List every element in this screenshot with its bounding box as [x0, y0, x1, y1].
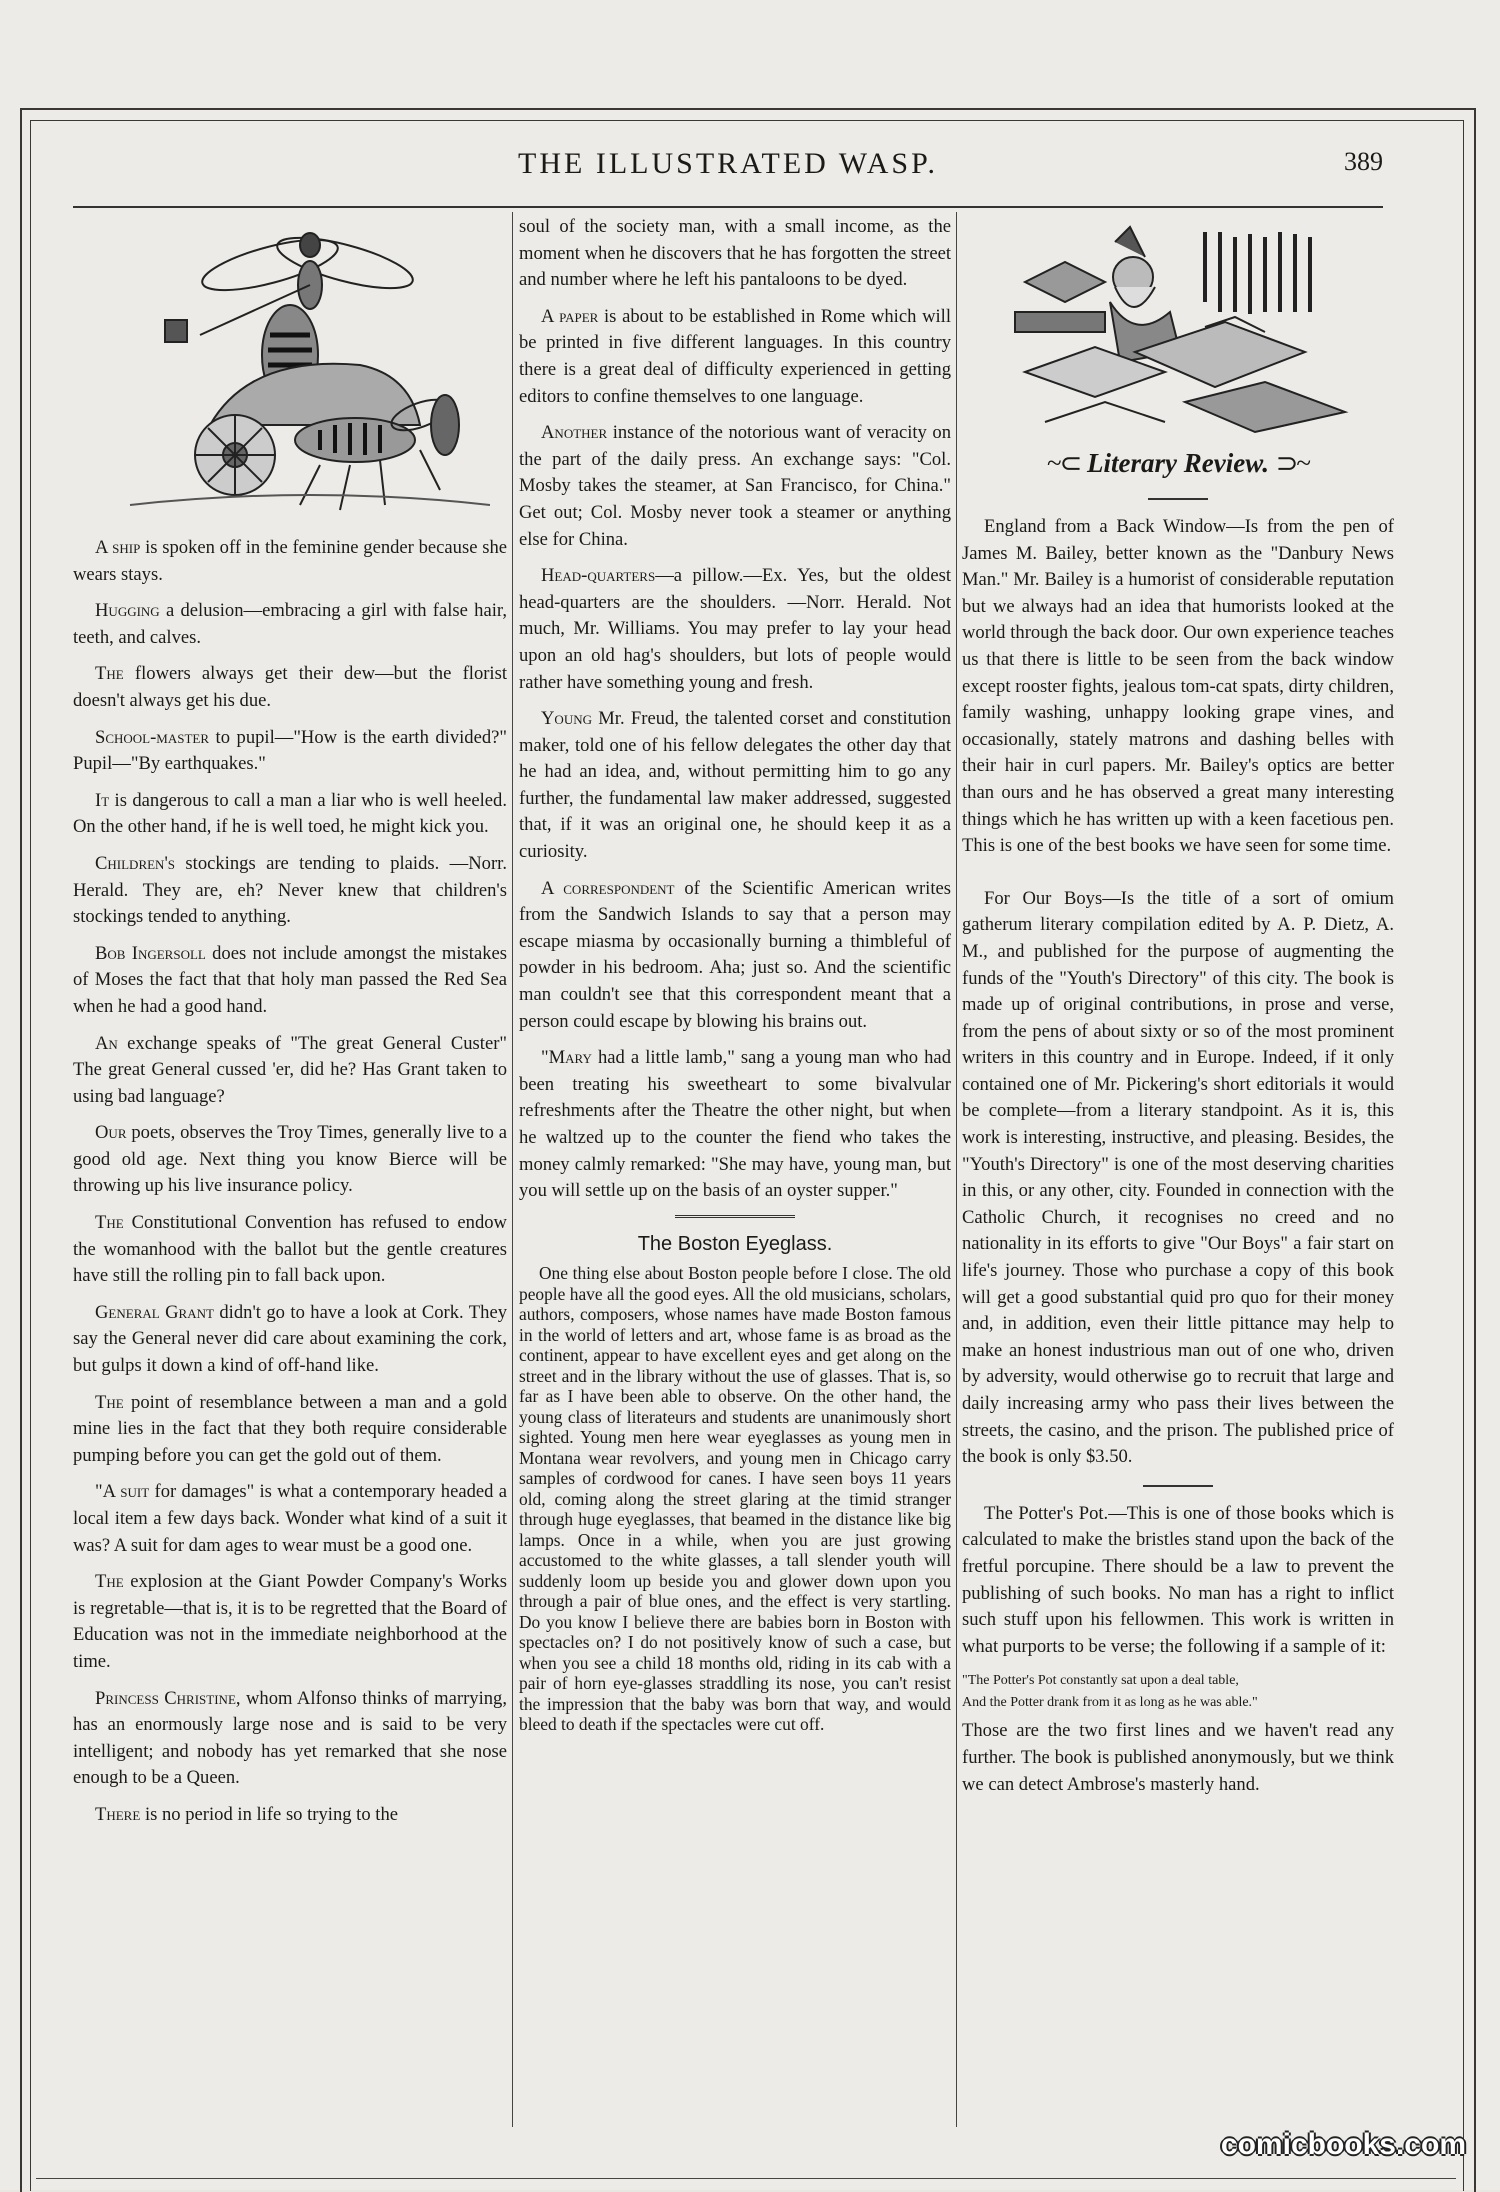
- section-divider: [675, 1215, 795, 1221]
- lead-words: Hugging: [95, 600, 160, 622]
- col2-paragraph: [519, 876, 951, 1036]
- left-flourish: ~⊂: [1047, 448, 1081, 478]
- quote-line-2: And the Potter drank from it as long as he was able.": [962, 1695, 1258, 1711]
- paragraph-text: is no period in life so trying to the: [140, 1803, 399, 1825]
- lead-words: "A suit: [95, 1481, 150, 1503]
- col2-paragraph: [519, 420, 951, 553]
- lead-words: There: [95, 1803, 141, 1825]
- col1-paragraph: [73, 851, 507, 931]
- boston-eyeglass-text: One thing else about Boston people before I close. The old people have all the good eyes. All the old musicians, scholars, authors, composers, whose names have made Boston famous in the world of letters and art, whose fame is as broad as the continent, appear to have excellent eyes and get along on the street and in the library without the use of glasses. That is, so far as I have been able to observe. On the other hand, the young class of literateurs and students are unanimously short sighted. Young men here wear eyeglasses as young men in Montana wear revolvers, and young men in Chicago carry samples of cordwood for canes. I have seen boys 11 years old, coming along the street glaring at the timid stranger through huge eyeglasses, that beamed in the distance like big lamps. Once in a while, when you are just growing accustomed to the white glasses, a tall slender youth will suddenly loom up beside you and glower down upon you through a pair of blue ones, and the effect is very startling. Do you know I believe there are babies born in Boston with spectacles on? I do not positively know of such a case, but when you see a child 18 months old, riding in its cab with a pair of horn eye-glasses straddling its nose, you can't resist the impression that the baby was born that way, and would bleed to death if the spectacles were cut off.: [519, 1263, 951, 1735]
- lead-words: The: [95, 1391, 124, 1413]
- col1-paragraph: [73, 725, 507, 778]
- lead-words: School-master: [95, 726, 210, 748]
- literary-review-title: Literary Review.: [1087, 448, 1269, 478]
- lead-words: A correspondent: [541, 877, 675, 899]
- col1-paragraph: [73, 1686, 507, 1792]
- lead-words: Young: [541, 708, 592, 730]
- lead-words: Bob Ingersoll: [95, 942, 206, 964]
- paragraph-text: for damages" is what a contemporary headed a local item a few days back. Wonder what kind of a suit it was? A suit for dam ages to wear must be a good one.: [73, 1481, 508, 1556]
- quote-line-1: "The Potter's Pot constantly sat upon a deal table,: [962, 1673, 1239, 1689]
- lead-words: A paper: [541, 305, 599, 327]
- watermark: comicbooks.com: [1220, 2128, 1466, 2161]
- col2-paragraph: [519, 706, 951, 866]
- rule: [1148, 498, 1208, 500]
- paragraph-text: —a pillow.—Ex. Yes, but the oldest head-quarters are the shoulders. —Norr. Herald. Not much, Mr. Williams. You may prefer to lay your head upon an old hag's shoulders, but lots of people would rather have something young and fresh.: [519, 565, 951, 693]
- column-3: [962, 492, 1394, 1808]
- col2-paragraph: [519, 1045, 951, 1205]
- paragraph-text: didn't go to have a look at Cork. They say the General never did care about examining the cork, but gulps it down a kind of off-hand like.: [73, 1301, 507, 1377]
- paragraph-text: is dangerous to call a man a liar who is well heeled. On the other hand, if he is well toed, he might kick you.: [73, 789, 507, 838]
- lead-words: Head-quarters: [541, 565, 656, 587]
- paragraph-text: had a little lamb," sang a young man who had been treating his sweetheart to some bivalvular refreshments after the Theatre the other night, but when he waltzed up to the counter the fiend who takes the money calmly remarked: "She may have, young man, but you will settle up on the basis of an oyster supper.": [519, 1047, 951, 1202]
- col1-paragraph: [73, 1479, 507, 1559]
- boston-eyeglass-article: [519, 1263, 951, 1735]
- paragraph-text: , whom Alfonso thinks of marrying, has an enormously large nose and is said to be very intelligent; and nobody has yet remarked that she nose enough to be a Queen.: [73, 1687, 507, 1789]
- rule: [1143, 1485, 1213, 1487]
- paragraph-text: a delusion—embracing a girl with false hair, teeth, and calves.: [73, 600, 507, 648]
- review-england-back-window: England from a Back Window—Is from the pen of James M. Bailey, better known as the "Danbury News Man." Mr. Bailey is a humorist of considerable reputation but we always had an idea that humorists looked at the world through the back door. Our own experience teaches us that there is little to be seen from the back window except rooster fights, jealous tom-cat spats, dirty children, family washing, unhappy looking grape vines, and occasionally, stately matrons and dashing belles with their hair in curl papers. Mr. Bailey's optics are better than ours and he has observed a great many interesting things which he has written up with a keen facetious pen. This is one of the best books we have seen for some time.: [962, 516, 1394, 857]
- lead-words: Our: [95, 1122, 127, 1144]
- column-1: [73, 535, 507, 1839]
- page-header: [73, 145, 1383, 195]
- lead-words: Princess Christine: [95, 1687, 236, 1709]
- col1-paragraph: [73, 788, 507, 841]
- col1-paragraph: [73, 1120, 507, 1200]
- lead-words: A ship: [95, 537, 141, 558]
- paragraph-text: of the Scientific American writes from the Sandwich Islands to say that a person may escape miasma by occasionally burning a thimbleful of powder in his bedroom. Aha; just so. And the scientific man couldn't see that this correspondent meant that a person could escape by blowing his brains out.: [519, 877, 951, 1032]
- column-divider-1: [512, 212, 513, 2127]
- column-2-paragraphs: [519, 214, 951, 1205]
- lead-words: It: [95, 789, 110, 811]
- header-rule: [73, 206, 1383, 208]
- col1-paragraph: [73, 661, 507, 714]
- col1-paragraph: [73, 1300, 507, 1380]
- literary-review-heading: [962, 448, 1394, 479]
- review-potters-pot: The Potter's Pot.—This is one of those books which is calculated to make the bristles stand upon the back of the fretful porcupine. There should be a law to prevent the publishing of such books. No man has a right to inflict such stuff upon his fellowmen. This work is written in what purports to be verse; the following if a sample of it:: [962, 1502, 1394, 1657]
- paragraph-text: soul of the society man, with a small income, as the moment when he discovers that he has forgotten the street and number where he left his pantaloons to be dyed.: [519, 216, 951, 291]
- col1-paragraph: [73, 1390, 507, 1470]
- lead-words: The: [95, 663, 124, 685]
- review-for-our-boys: For Our Boys—Is the title of a sort of omium gatherum literary compilation edited by A. P. Dietz, A. M., and published for the purpose of augmenting the funds of the "Youth's Directory" of this city. The book is made up of original contributions, in prose and verse, from the pens of about sixty or so of the most prominent writers in this country and in Europe. Indeed, if it only contained one of Mr. Pickering's short editorials it would be complete—from a literary standpoint. As it is, this work is interesting, instructive, and pleasing. Besides, the "Youth's Directory" is one of the most deserving charities in this, or any other, city. Founded in connection with the Catholic Church, it recognises no creed and no nationality in its efforts to give "Our Boys" a fair start on life's journey. Those who purchase a copy of this book will get a good substantial quid pro quo for their money and, in addition, even their little pittance may help to make an honest industrious man out of one who, driven by adversity, would otherwise go to recruit that large and daily increasing army who pass their lives between the streets, the casino, and the prison. The published price of the book is only $3.50.: [962, 887, 1394, 1468]
- paragraph-text: stockings are tending to plaids. —Norr. Herald. They are, eh? Never knew that children's stockings tended to anything.: [73, 852, 507, 928]
- lead-words: The: [95, 1212, 124, 1234]
- paragraph-text: flowers always get their dew—but the florist doesn't always get his due.: [73, 663, 507, 711]
- paragraph-text: does not include amongst the mistakes of Moses the fact that that holy man passed the Red Sea when he had a good hand.: [73, 942, 507, 1017]
- col1-paragraph: [73, 1802, 507, 1829]
- lead-words: "Mary: [541, 1047, 592, 1069]
- col2-paragraph: [519, 563, 951, 696]
- gnome-reading-books-illustration: [1005, 222, 1365, 437]
- col1-paragraph: [73, 535, 507, 588]
- col1-paragraph: [73, 941, 507, 1021]
- col1-paragraph: [73, 1210, 507, 1290]
- paragraph-text: poets, observes the Troy Times, generally live to a good old age. Next thing you know Bierce will be throwing up his live insurance policy.: [73, 1122, 507, 1197]
- paragraph-text: instance of the notorious want of veracity on the part of the daily press. An exchange says: "Col. Mosby takes the steamer, at San Francisco, for China." Get out; Col. Mosby never took a steamer or anything else for China.: [519, 422, 951, 550]
- paragraph-text: explosion at the Giant Powder Company's Works is regretable—that is, it is to be regretted that the Board of Education was not in the immediate neighborhood at the time.: [73, 1571, 507, 1672]
- col1-paragraph: [73, 1569, 507, 1675]
- col1-paragraph: [73, 598, 507, 651]
- column-2: [519, 214, 951, 1735]
- col1-paragraph: [73, 1031, 507, 1111]
- lead-words: Children's: [95, 852, 176, 874]
- paragraph-text: is spoken off in the feminine gender because she wears stays.: [73, 537, 507, 585]
- paragraph-text: Constitutional Convention has refused to endow the womanhood with the ballot but the gentle creatures have still the rolling pin to fall back upon.: [73, 1212, 507, 1287]
- lead-words: General Grant: [95, 1301, 214, 1323]
- lead-words: Another: [541, 422, 608, 444]
- paragraph-text: is about to be established in Rome which will be printed in five different languages. In this country there is a great deal of difficulty experienced in getting editors to confine themselves to one language.: [519, 305, 951, 407]
- paragraph-text: to pupil—"How is the earth divided?" Pupil—"By earthquakes.": [73, 726, 507, 775]
- page-number: 389: [1344, 147, 1383, 176]
- paragraph-text: Mr. Freud, the talented corset and constitution maker, told one of his fellow delegates the other day that he had an idea, and, without permitting him to go any further, the fundamental law maker addressed, suggested that, if it was an original one, he should keep it as a curiosity.: [519, 708, 951, 863]
- right-flourish: ⊃~: [1275, 448, 1309, 478]
- boston-eyeglass-heading: The Boston Eyeglass.: [637, 1232, 833, 1255]
- col2-paragraph: [519, 214, 951, 294]
- wasp-chariot-illustration: [120, 225, 490, 525]
- bottom-rule: [36, 2178, 1456, 2179]
- lead-words: The: [95, 1571, 124, 1593]
- col2-paragraph: [519, 304, 951, 410]
- paragraph-text: point of resemblance between a man and a gold mine lies in the fact that they both require considerable pumping before you can get the gold out of them.: [73, 1391, 507, 1466]
- paragraph-text: exchange speaks of "The great General Custer" The great General cussed 'er, did he? Has Grant taken to using bad language?: [73, 1032, 507, 1107]
- lead-words: An: [95, 1032, 118, 1054]
- publication-title: THE ILLUSTRATED WASP.: [518, 147, 938, 180]
- column-divider-2: [956, 212, 957, 2127]
- review-closing: Those are the two first lines and we haven't read any further. The book is published anonymously, but we think we can detect Ambrose's masterly hand.: [962, 1720, 1394, 1795]
